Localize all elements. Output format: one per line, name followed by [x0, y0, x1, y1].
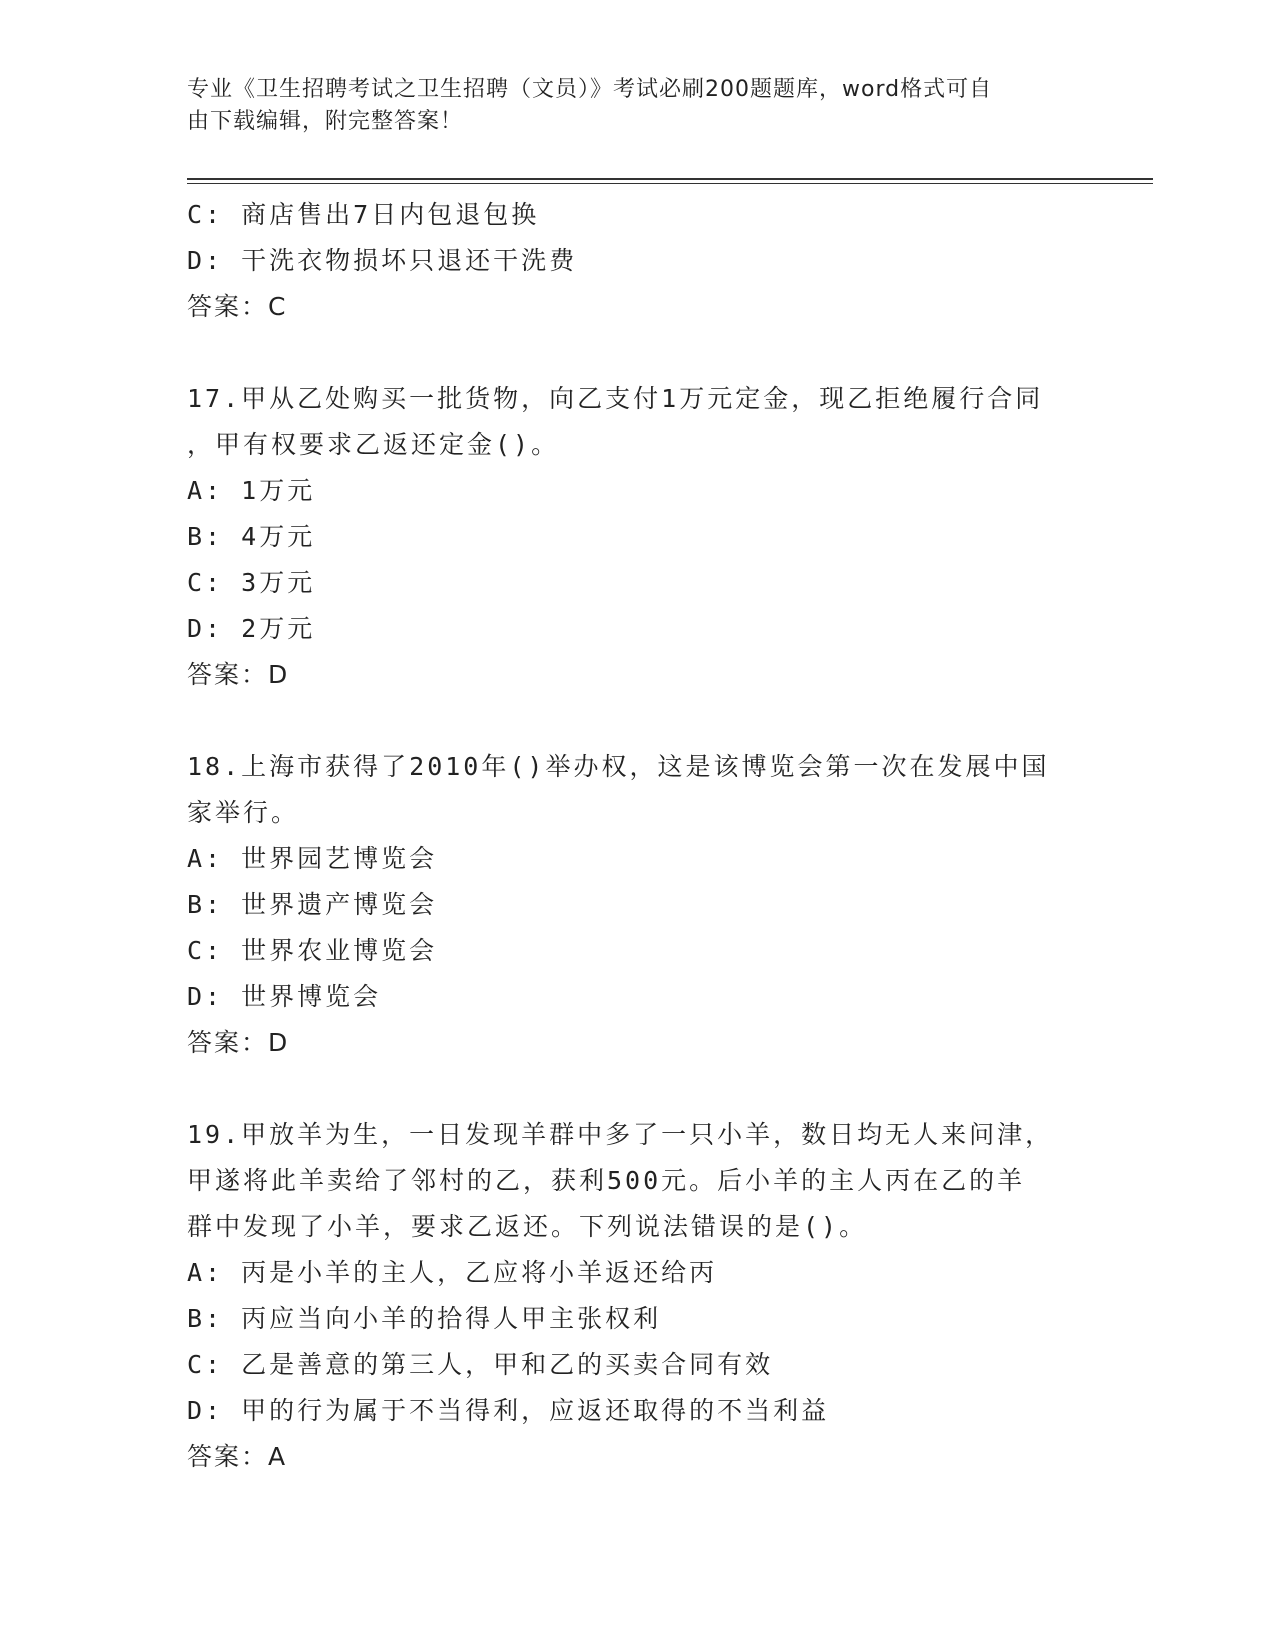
question-stem-line: 17.甲从乙处购买一批货物，向乙支付1万元定金，现乙拒绝履行合同 [187, 384, 1044, 413]
header-line-1: 专业《卫生招聘考试之卫生招聘（文员）》考试必刷200题题库，word格式可自 [187, 77, 993, 102]
option-d: D: 2万元 [187, 614, 316, 643]
option-a: A: 丙是小羊的主人，乙应将小羊返还给丙 [187, 1258, 718, 1287]
answer-line: 答案：C [187, 292, 288, 321]
option-b: B: 4万元 [187, 522, 316, 551]
header-rule-thin [187, 183, 1153, 184]
header-line-2: 由下载编辑，附完整答案！ [187, 109, 464, 134]
option-b: B: 世界遗产博览会 [187, 890, 438, 919]
question-stem-line: 群中发现了小羊，要求乙返还。下列说法错误的是()。 [187, 1212, 868, 1241]
question-stem-line: ，甲有权要求乙返还定金()。 [187, 430, 560, 459]
answer-line: 答案：D [187, 660, 290, 689]
option-a: A: 1万元 [187, 476, 316, 505]
previous-question-tail [187, 192, 1087, 330]
question-list [187, 192, 1087, 1480]
answer-line: 答案：A [187, 1442, 288, 1471]
option-c: C: 3万元 [187, 568, 316, 597]
question-17 [187, 376, 1087, 698]
option-d: D: 干洗衣物损坏只退还干洗费 [187, 246, 578, 275]
question-stem-line: 家举行。 [187, 798, 300, 827]
option-c: C: 世界农业博览会 [187, 936, 438, 965]
question-18 [187, 744, 1087, 1066]
question-stem-line: 甲遂将此羊卖给了邻村的乙，获利500元。后小羊的主人丙在乙的羊 [187, 1166, 1026, 1195]
answer-line: 答案：D [187, 1028, 290, 1057]
option-a: A: 世界园艺博览会 [187, 844, 438, 873]
option-b: B: 丙应当向小羊的拾得人甲主张权利 [187, 1304, 662, 1333]
question-stem-line: 19.甲放羊为生，一日发现羊群中多了一只小羊，数日均无人来问津， [187, 1120, 1054, 1149]
question-19 [187, 1112, 1087, 1480]
option-c: C: 乙是善意的第三人，甲和乙的买卖合同有效 [187, 1350, 774, 1379]
option-d: D: 甲的行为属于不当得利，应返还取得的不当利益 [187, 1396, 830, 1425]
option-c: C: 商店售出7日内包退包换 [187, 200, 540, 229]
header-rule-thick [187, 178, 1153, 180]
option-d: D: 世界博览会 [187, 982, 382, 1011]
question-stem-line: 18.上海市获得了2010年()举办权，这是该博览会第一次在发展中国 [187, 752, 1050, 781]
document-header [187, 74, 1067, 138]
